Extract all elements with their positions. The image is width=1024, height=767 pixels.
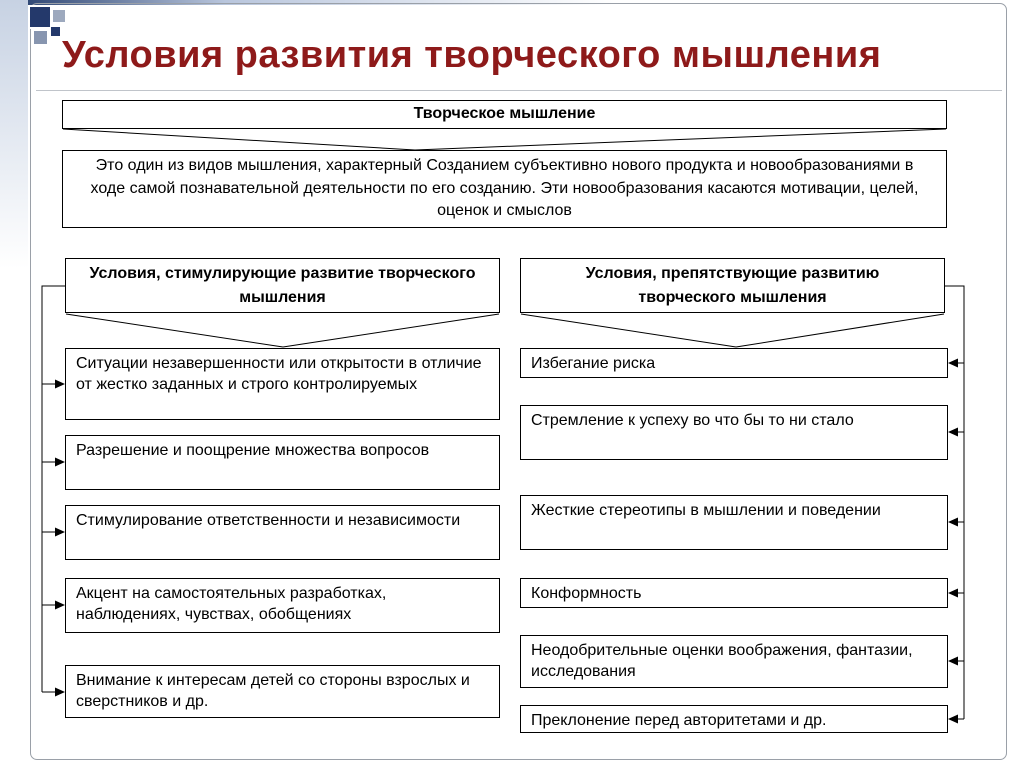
right-item-rigid-stereotypes: Жесткие стереотипы в мышлении и поведении: [520, 495, 948, 550]
left-item-attention-to-interests: Внимание к интересам детей со стороны взрослых и сверстников и др.: [65, 665, 500, 718]
creative-thinking-header-box: Творческое мышление: [62, 100, 947, 129]
right-item-success-at-any-cost: Стремление к успеху во что бы то ни стало: [520, 405, 948, 460]
left-item-encourage-questions: Разрешение и поощрение множества вопросов: [65, 435, 500, 490]
right-column-header-box: Условия, препятствующие развитию творческого мышления: [520, 258, 945, 313]
right-item-disapproving-evaluations: Неодобрительные оценки воображения, фантазии, исследования: [520, 635, 948, 688]
slide-title: Условия развития творческого мышления: [62, 34, 882, 76]
left-spine-connector: [42, 286, 65, 697]
right-funnel-connector: [521, 314, 944, 347]
left-item-unfinished-situations: Ситуации незавершенности или открытости в отличие от жестко заданных и строго контролируемых: [65, 348, 500, 420]
definition-box: Это один из видов мышления, характерный Созданием субъективно нового продукта и новообразованиями в ходе самой познавательной деятельности по его созданию. Эти новообразования касаются мотивации, целей, оценок и смыслов: [62, 150, 947, 228]
left-column-header-box: Условия, стимулирующие развитие творческого мышления: [65, 258, 500, 313]
left-item-independent-work: Акцент на самостоятельных разработках, наблюдениях, чувствах, обобщениях: [65, 578, 500, 633]
main-funnel-connector: [63, 129, 946, 150]
left-item-stimulate-responsibility: Стимулирование ответственности и независимости: [65, 505, 500, 560]
right-item-risk-avoidance: Избегание риска: [520, 348, 948, 378]
right-item-worship-of-authorities: Преклонение перед авторитетами и др.: [520, 705, 948, 733]
right-item-conformity: Конформность: [520, 578, 948, 608]
left-funnel-connector: [66, 314, 499, 347]
